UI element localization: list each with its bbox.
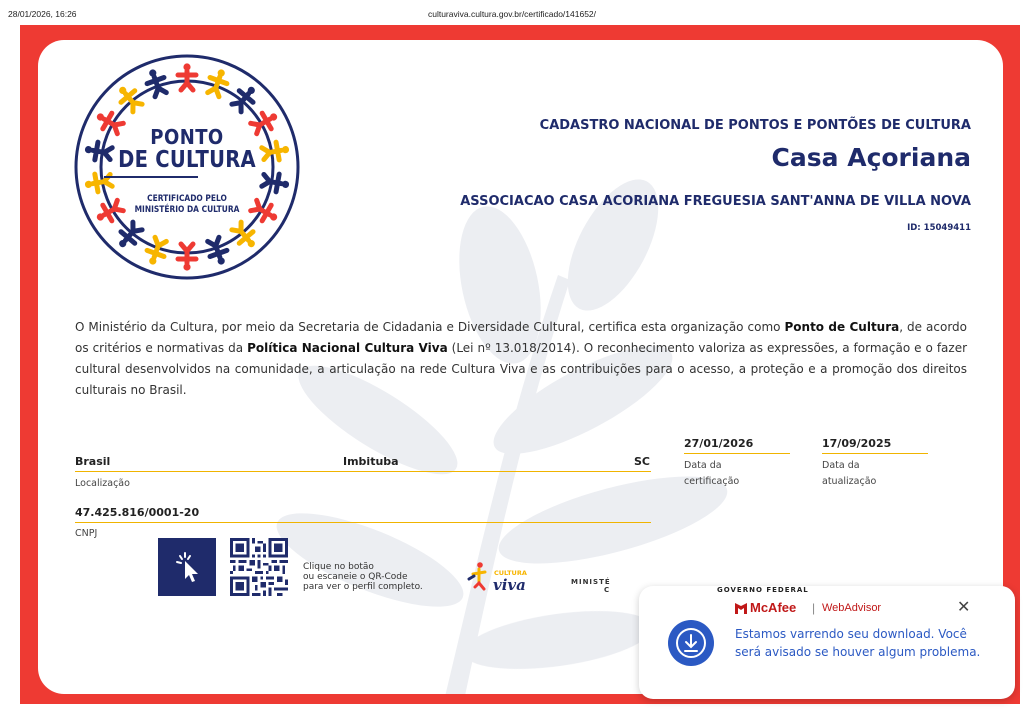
location-underline (75, 471, 651, 472)
statement-bold-ponto: Ponto de Cultura (784, 320, 900, 334)
seal-line-ministerio: MINISTÉRIO DA CULTURA (134, 205, 240, 215)
print-header (0, 0, 1024, 22)
svg-text:CULTURA: CULTURA (494, 569, 527, 577)
statement-bold-politica: Política Nacional Cultura Viva (247, 341, 448, 355)
statement-part-2: , de acordo os critérios e normativas da (75, 320, 968, 355)
cursor-click-icon (158, 538, 216, 596)
download-icon (668, 620, 714, 666)
close-icon[interactable]: ✕ (957, 597, 971, 616)
seal-line-de-cultura: DE CULTURA (118, 147, 256, 173)
download-scan-button[interactable] (668, 620, 714, 666)
qr-line-3: para ver o perfil completo. (303, 582, 423, 592)
mcafee-separator: | (812, 601, 816, 615)
open-profile-button[interactable] (158, 538, 216, 596)
mcafee-brand: McAfee (750, 600, 797, 615)
mcafee-shield-icon (734, 602, 748, 615)
svg-text:viva: viva (493, 576, 526, 594)
update-date-underline (822, 453, 928, 454)
ponto-name: Casa Açoriana (771, 143, 971, 172)
statement-part-3: (Lei nº 13.018/2014). O reconhecimento valoriza as expressões, a formação e o fazer cultural desenvolvidos na comunidade, a articulação na rede Cultura Viva e as contribuições para o acesso, a proteção e a promoção dos direitos culturais no Brasil. (75, 341, 968, 397)
print-url: culturaviva.cultura.gov.br/certificado/141652/ (427, 9, 597, 19)
cultura-viva-logo (465, 559, 545, 599)
certification-statement (75, 317, 967, 401)
governo-federal-label: GOVERNO FEDERAL (717, 586, 809, 594)
popup-message: Estamos varrendo seu download. Você será avisado se houver algum problema. (735, 627, 981, 659)
organization-name: ASSOCIACAO CASA ACORIANA FREGUESIA SANT'ANNA DE VILLA NOVA (460, 194, 971, 209)
ponto-id: ID: 15049411 (907, 223, 971, 233)
cadastro-title: CADASTRO NACIONAL DE PONTOS E PONTÕES DE CULTURA (539, 118, 971, 133)
print-datetime: 28/01/2026, 16:26 (8, 9, 77, 19)
statement-part-1: O Ministério da Cultura, por meio da Secretaria de Cidadania e Diversidade Cultural, certifica esta organização como (75, 320, 785, 334)
certification-date-label: Data da certificação (684, 460, 740, 487)
update-date-label: Data da atualização (822, 460, 877, 487)
cnpj-label: CNPJ (75, 528, 98, 539)
qr-line-1: Clique no botão (303, 562, 374, 572)
country-value: Brasil (75, 455, 111, 468)
certification-date-underline (684, 453, 790, 454)
certification-date-value: 27/01/2026 (684, 437, 754, 450)
seal-text (74, 54, 300, 280)
cnpj-value: 47.425.816/0001-20 (75, 506, 200, 519)
city-value: Imbituba (343, 455, 399, 468)
qr-line-2: ou escaneie o QR-Code (303, 572, 408, 582)
update-date-value: 17/09/2025 (822, 437, 892, 450)
ministerio-logo-text: MINISTÉ C (571, 578, 611, 594)
seal-line-certificado: CERTIFICADO PELO (147, 194, 227, 204)
cnpj-underline (75, 522, 651, 523)
seal-line-ponto: PONTO (150, 125, 224, 149)
webadvisor-label: WebAdvisor (822, 602, 882, 614)
qr-code-icon[interactable] (230, 538, 288, 596)
state-value: SC (634, 455, 650, 468)
seal-divider (104, 176, 198, 178)
location-label: Localização (75, 478, 130, 489)
qr-instructions (303, 562, 423, 592)
